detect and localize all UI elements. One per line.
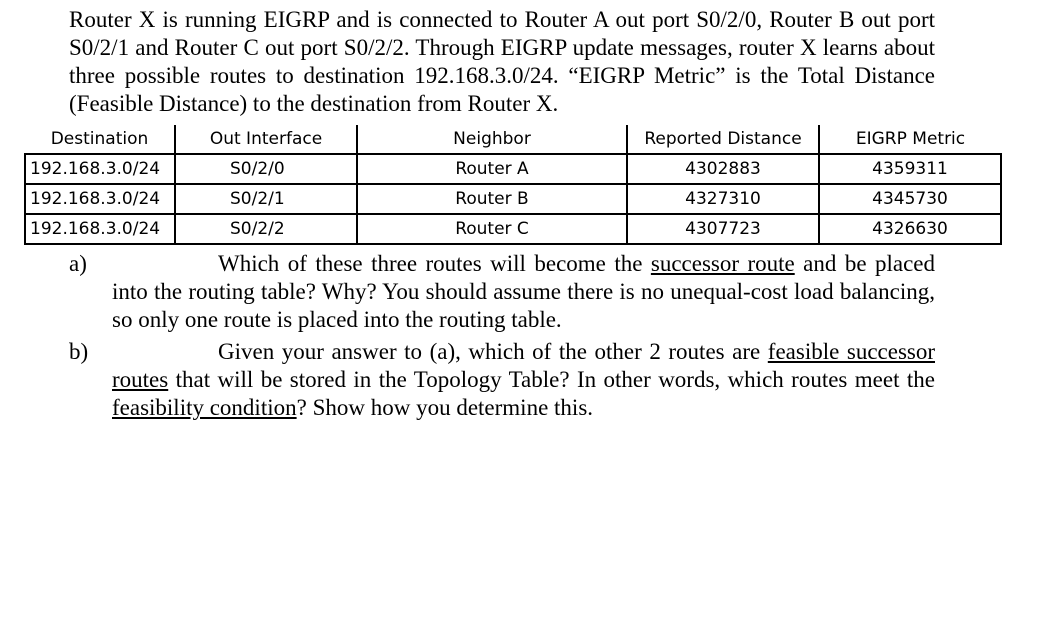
question-b bbox=[69, 338, 935, 422]
question-b-label: b) bbox=[69, 339, 89, 364]
question-b-text bbox=[112, 338, 935, 422]
cell-destination: 192.168.3.0/24 bbox=[25, 214, 175, 244]
table-header-row bbox=[25, 125, 1001, 154]
question-a-label: a) bbox=[69, 251, 87, 276]
question-a-text-2: and be placed into the routing table? Why? You should assume there is no unequal-cost load balancing, so only one route is placed into the routing table. bbox=[112, 251, 935, 332]
cell-neighbor: Router C bbox=[357, 214, 627, 244]
question-a-text bbox=[112, 250, 935, 334]
header-eigrp-metric: EIGRP Metric bbox=[819, 125, 1001, 154]
question-a-text-1: Which of these three routes will become the bbox=[218, 251, 651, 276]
cell-out-interface: S0/2/2 bbox=[175, 214, 357, 244]
question-a bbox=[69, 250, 935, 334]
cell-eigrp-metric: 4359311 bbox=[819, 154, 1001, 184]
cell-destination: 192.168.3.0/24 bbox=[25, 184, 175, 214]
cell-neighbor: Router A bbox=[357, 154, 627, 184]
cell-eigrp-metric: 4345730 bbox=[819, 184, 1001, 214]
question-b-text-3: ? Show how you determine this. bbox=[296, 395, 594, 420]
cell-out-interface: S0/2/1 bbox=[175, 184, 357, 214]
routes-table bbox=[24, 125, 1002, 245]
cell-neighbor: Router B bbox=[357, 184, 627, 214]
term-successor-route: successor route bbox=[650, 251, 795, 276]
cell-reported-distance: 4327310 bbox=[627, 184, 819, 214]
header-neighbor: Neighbor bbox=[357, 125, 627, 154]
intro-paragraph: Router X is running EIGRP and is connected to Router A out port S0/2/0, Router B out port S0/2/1 and Router C out port S0/2/2. Through EIGRP update messages, router X learns about three possible routes to destination 192.168.3.0/24. “EIGRP Metric” is the Total Distance (Feasible Distance) to the destination from Router X. bbox=[69, 7, 935, 116]
cell-reported-distance: 4302883 bbox=[627, 154, 819, 184]
table-row bbox=[25, 184, 1001, 214]
question-b-text-2: that will be stored in the Topology Table? In other words, which routes meet the bbox=[168, 367, 935, 392]
term-feasibility-condition: feasibility condition bbox=[112, 395, 297, 420]
header-out-interface: Out Interface bbox=[175, 125, 357, 154]
cell-out-interface: S0/2/0 bbox=[175, 154, 357, 184]
question-b-text-1: Given your answer to (a), which of the other 2 routes are bbox=[218, 339, 768, 364]
header-reported-distance: Reported Distance bbox=[627, 125, 819, 154]
cell-eigrp-metric: 4326630 bbox=[819, 214, 1001, 244]
cell-reported-distance: 4307723 bbox=[627, 214, 819, 244]
cell-destination: 192.168.3.0/24 bbox=[25, 154, 175, 184]
header-destination: Destination bbox=[50, 129, 149, 149]
table-row bbox=[25, 214, 1001, 244]
table-row bbox=[25, 154, 1001, 184]
term-feasible-successor-routes: feasible successor routes bbox=[112, 339, 935, 392]
